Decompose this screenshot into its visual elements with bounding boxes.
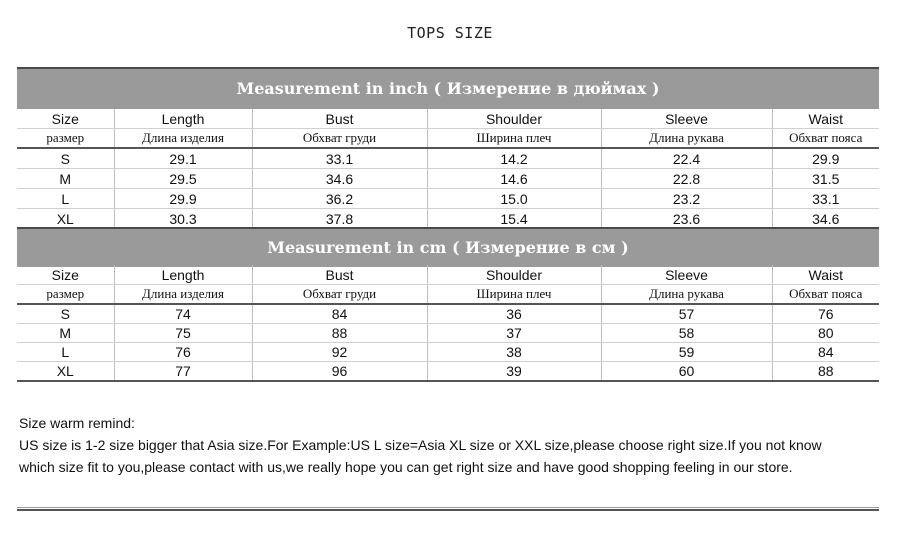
table-cell: 14.6 xyxy=(427,169,601,189)
table-header-row-ru xyxy=(17,129,879,149)
table-cell: 15.4 xyxy=(427,209,601,231)
table-cell: 84 xyxy=(252,304,427,324)
table-cell: 37.8 xyxy=(252,209,427,231)
table-cell: 37 xyxy=(427,324,601,343)
header-cell-ru: Обхват пояса xyxy=(772,129,879,149)
header-cell: Waist xyxy=(772,109,879,129)
table-cell: 36 xyxy=(427,304,601,324)
header-cell-ru: Длина изделия xyxy=(114,129,252,149)
table-cell: 59 xyxy=(601,343,772,362)
table-cell: 23.2 xyxy=(601,189,772,209)
table-row xyxy=(17,189,879,209)
table-cell: 39 xyxy=(427,362,601,382)
table-cell: 34.6 xyxy=(252,169,427,189)
table-cell: 31.5 xyxy=(772,169,879,189)
table-cell: L xyxy=(17,343,114,362)
table-cell: 77 xyxy=(114,362,252,382)
header-cell: Waist xyxy=(772,265,879,285)
header-cell: Bust xyxy=(252,265,427,285)
table-row xyxy=(17,169,879,189)
header-cell-ru: Обхват пояса xyxy=(772,285,879,305)
header-cell: Bust xyxy=(252,109,427,129)
header-cell-ru: Обхват груди xyxy=(252,129,427,149)
bottom-divider xyxy=(17,507,879,511)
table-cell: 29.5 xyxy=(114,169,252,189)
header-cell: Sleeve xyxy=(601,109,772,129)
table-cell: S xyxy=(17,304,114,324)
header-cell-ru: Ширина плеч xyxy=(427,129,601,149)
table-cell: 57 xyxy=(601,304,772,324)
notes-line: US size is 1-2 size bigger that Asia size.For Example:US L size=Asia XL size or XXL size,please choose right size.If you not know xyxy=(19,437,822,453)
table-cell: 22.8 xyxy=(601,169,772,189)
table-cell: S xyxy=(17,148,114,169)
table-cell: 29.9 xyxy=(114,189,252,209)
table-row xyxy=(17,362,879,382)
table-cell: 92 xyxy=(252,343,427,362)
section-heading-inch: Measurement in inch ( Измерение в дюймах ) xyxy=(17,69,879,109)
header-cell: Size xyxy=(17,265,114,285)
size-remind-notes xyxy=(19,412,884,478)
header-cell-ru: размер xyxy=(17,285,114,305)
table-cell: 23.6 xyxy=(601,209,772,231)
table-cell: 38 xyxy=(427,343,601,362)
table-cell: 34.6 xyxy=(772,209,879,231)
header-cell-ru: Ширина плеч xyxy=(427,285,601,305)
header-cell: Sleeve xyxy=(601,265,772,285)
table-header-row-ru xyxy=(17,285,879,305)
table-cell: 96 xyxy=(252,362,427,382)
table-cell: 84 xyxy=(772,343,879,362)
notes-line: which size fit to you,please contact with us,we really hope you can get right size and have good shopping feeling in our store. xyxy=(19,459,793,475)
header-cell: Shoulder xyxy=(427,109,601,129)
notes-heading: Size warm remind: xyxy=(19,415,135,431)
table-header-row xyxy=(17,109,879,129)
header-cell: Size xyxy=(17,109,114,129)
table-cell: 14.2 xyxy=(427,148,601,169)
table-cell: L xyxy=(17,189,114,209)
table-cell: 30.3 xyxy=(114,209,252,231)
table-cell: 33.1 xyxy=(772,189,879,209)
table-cell: 75 xyxy=(114,324,252,343)
table-cell: 80 xyxy=(772,324,879,343)
table-cell: M xyxy=(17,324,114,343)
table-row xyxy=(17,343,879,362)
header-cell-ru: Длина изделия xyxy=(114,285,252,305)
header-cell: Shoulder xyxy=(427,265,601,285)
table-cell: 88 xyxy=(772,362,879,382)
table-cell: 76 xyxy=(772,304,879,324)
section-heading-cm: Measurement in cm ( Измерение в см ) xyxy=(17,227,879,267)
table-cell: 29.1 xyxy=(114,148,252,169)
header-cell-ru: Обхват груди xyxy=(252,285,427,305)
size-table-cm xyxy=(17,265,879,382)
table-cell: 76 xyxy=(114,343,252,362)
header-cell-ru: Длина рукава xyxy=(601,129,772,149)
table-row xyxy=(17,324,879,343)
table-cell: M xyxy=(17,169,114,189)
table-row xyxy=(17,304,879,324)
table-cell: 29.9 xyxy=(772,148,879,169)
header-cell: Length xyxy=(114,265,252,285)
table-cell: 36.2 xyxy=(252,189,427,209)
table-cell: 33.1 xyxy=(252,148,427,169)
table-cell: XL xyxy=(17,209,114,231)
table-cell: 22.4 xyxy=(601,148,772,169)
table-cell: 88 xyxy=(252,324,427,343)
size-table-inch xyxy=(17,109,879,231)
table-cell: XL xyxy=(17,362,114,382)
header-cell: Length xyxy=(114,109,252,129)
table-cell: 15.0 xyxy=(427,189,601,209)
table-header-row xyxy=(17,265,879,285)
page-title: TOPS SIZE xyxy=(407,24,493,42)
header-cell-ru: Длина рукава xyxy=(601,285,772,305)
header-cell-ru: размер xyxy=(17,129,114,149)
table-cell: 74 xyxy=(114,304,252,324)
table-row xyxy=(17,148,879,169)
table-cell: 58 xyxy=(601,324,772,343)
table-cell: 60 xyxy=(601,362,772,382)
